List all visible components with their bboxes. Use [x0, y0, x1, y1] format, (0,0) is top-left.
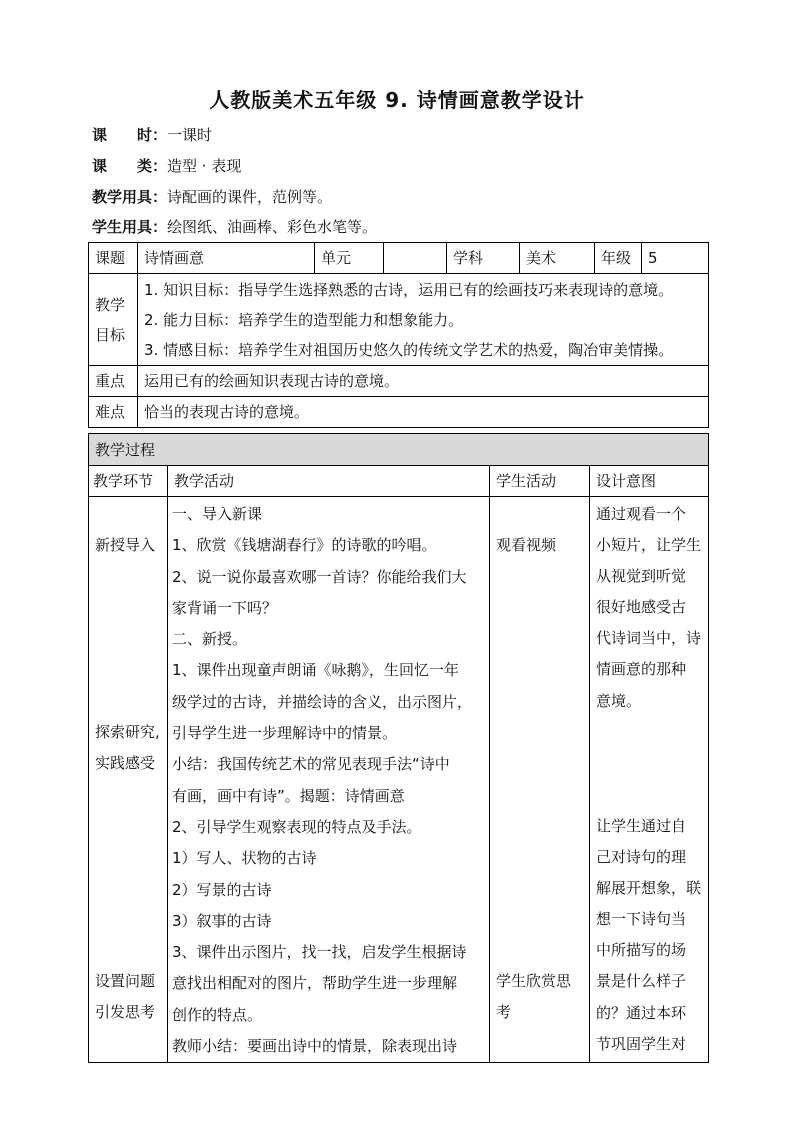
activity-line: 2）写景的古诗 — [172, 880, 272, 899]
activity-line: 3、课件出示图片，找一找，启发学生根据诗 — [172, 943, 467, 962]
student-activity-cell — [490, 497, 590, 1063]
activity-line: 1、欣赏《钱塘湖春行》的诗歌的吟唱。 — [172, 536, 437, 555]
activity-line: 二、新授。 — [172, 630, 248, 649]
activity-line: 小结：我国传统艺术的常见表现手法“诗中 — [172, 755, 450, 774]
activity-line: 级学过的古诗，并描绘诗的含义，出示图片， — [172, 692, 473, 711]
meta-lesson-time: 课 时：一课时 — [92, 126, 213, 144]
stage-intro: 新授导入 — [95, 536, 156, 554]
activity-line: 家背诵一下吗？ — [172, 598, 278, 617]
column-header-intent: 设计意图 — [590, 466, 709, 497]
info-table — [88, 242, 709, 428]
difficulty-text: 恰当的表现古诗的意境。 — [138, 397, 709, 428]
key-point-label: 重点 — [89, 366, 138, 397]
topic-label: 课题 — [89, 243, 138, 274]
activity-line: 2、说一说你最喜欢哪一首诗？你能给我们大 — [172, 567, 467, 586]
activity-line: 引导学生进一步理解诗中的情景。 — [172, 724, 398, 743]
activity-line: 2、引导学生观察表现的特点及手法。 — [172, 817, 422, 836]
meta-student-tools: 学生用具：绘图纸、油画棒、彩色水笔等。 — [92, 218, 378, 236]
stage-thinking: 引发思考 — [95, 1003, 156, 1021]
difficulty-label: 难点 — [89, 397, 138, 428]
unit-label: 单元 — [315, 243, 384, 274]
grade-value: 5 — [642, 243, 709, 274]
stage-explore: 探索研究, — [95, 723, 160, 741]
column-header-stage: 教学环节 — [89, 466, 168, 497]
activity-line: 1）写人、状物的古诗 — [172, 849, 317, 868]
activity-line: 有画，画中有诗”。揭题：诗情画意 — [172, 786, 405, 805]
meta-lesson-type: 课 类：造型 · 表现 — [92, 157, 242, 175]
subject-label: 学科 — [447, 243, 520, 274]
goal-item: 3. 情感目标：培养学生对祖国历史悠久的传统文学艺术的热爱，陶冶审美情操。 — [144, 340, 674, 359]
stage-question: 设置问题 — [95, 972, 156, 990]
key-point-text: 运用已有的绘画知识表现古诗的意境。 — [138, 366, 709, 397]
meta-teaching-tools: 教学用具：诗配画的课件，范例等。 — [92, 188, 333, 206]
student-activity-2b: 考 — [496, 1003, 512, 1021]
activity-line: 1、课件出现童声朗诵《咏鹅》，生回忆一年 — [172, 661, 460, 680]
stage-practice: 实践感受 — [95, 754, 156, 772]
intent-block-1: 通过观看一个 小短片，让学生 从视觉到听觉 很好地感受古 代诗词当中，诗 情画意的那种 意境。 — [596, 505, 702, 710]
grade-label: 年级 — [595, 243, 642, 274]
student-activity-1: 观看视频 — [496, 536, 557, 554]
activity-line: 一、导入新课 — [172, 505, 263, 523]
column-header-activity: 教学活动 — [168, 466, 490, 497]
student-activity-2a: 学生欣赏思 — [496, 972, 572, 990]
goals-list — [138, 274, 709, 366]
goals-label: 教学 目标 — [89, 274, 138, 366]
activity-line: 3）叙事的古诗 — [172, 911, 272, 930]
activity-line: 教师小结：要画出诗中的情景，除表现出诗 — [172, 1037, 458, 1056]
activity-line: 意找出相配对的图片，帮助学生进一步理解 — [172, 974, 458, 993]
activity-cell — [168, 497, 490, 1063]
intent-cell — [590, 497, 709, 1063]
goal-item: 1. 知识目标：指导学生选择熟悉的古诗，运用已有的绘画技巧来表现诗的意境。 — [144, 280, 674, 299]
column-header-student: 学生活动 — [490, 466, 590, 497]
unit-value — [384, 243, 447, 274]
process-table — [88, 433, 709, 1063]
document-title: 人教版美术五年级 9. 诗情画意教学设计 — [209, 88, 585, 112]
subject-value: 美术 — [520, 243, 595, 274]
activity-line: 创作的特点。 — [172, 1005, 263, 1024]
process-header: 教学过程 — [89, 434, 709, 466]
intent-block-2: 让学生通过自 己对诗句的理 解展开想象，联 想一下诗句当 中所描写的场 景是什么样子 的？通过本环 节巩固学生对 — [596, 817, 702, 1053]
goal-item: 2. 能力目标：培养学生的造型能力和想象能力。 — [144, 310, 464, 329]
topic-value: 诗情画意 — [138, 243, 315, 274]
stage-cell — [89, 497, 168, 1063]
